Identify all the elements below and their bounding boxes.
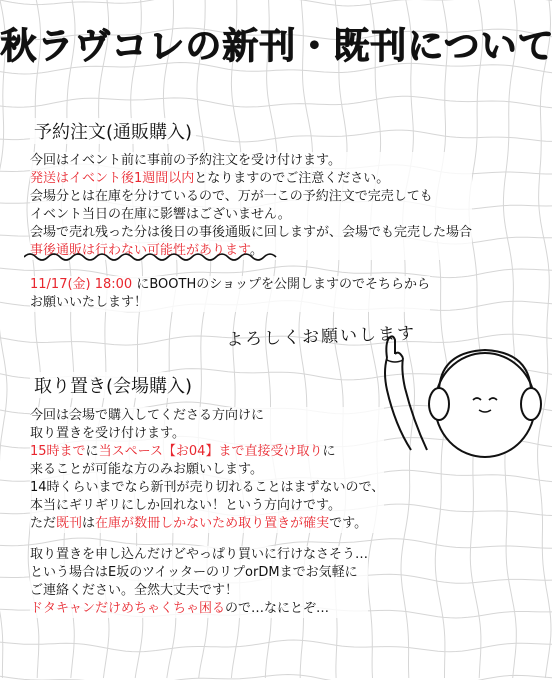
text: ので…なにとぞ…	[225, 601, 330, 616]
text-line	[30, 443, 384, 461]
text-line	[30, 188, 472, 206]
text-line	[30, 515, 384, 533]
grid-line	[0, 640, 552, 652]
text-line	[30, 407, 384, 425]
text-line	[30, 461, 384, 479]
pickup-location: 当スペース【お04】まで直接受け取り	[98, 444, 323, 459]
text-line	[30, 600, 368, 618]
text: という場合はE坂のツイッターのリプorDMまでお気軽に	[30, 565, 358, 580]
no-post-sale-warning: 事後通販は行わない可能性があります	[30, 243, 250, 258]
text: イベント当日の在庫に影響はございません。	[30, 207, 291, 222]
highlight: 数冊しかないため	[134, 516, 239, 531]
text: 本当にギリギリにしか回れない！という方向けです。	[30, 498, 341, 513]
section-heading-preorder: 予約注文(通販購入)	[30, 118, 196, 144]
waving-character-icon	[365, 330, 555, 465]
no-show-warning: ドタキャンだけめちゃくちゃ困る	[30, 601, 226, 616]
text-line	[30, 276, 430, 294]
highlight: 取り置きが	[238, 516, 304, 531]
text-line	[30, 224, 472, 242]
page-title: 秋ラヴコレの新刊・既刊について	[0, 26, 555, 67]
text-line	[30, 206, 472, 224]
text-line	[30, 294, 430, 312]
text: お願いいたします！	[30, 295, 148, 310]
grid-line	[0, 0, 552, 6]
highlight: 既刊	[56, 516, 83, 531]
text-line	[30, 425, 384, 443]
text: は	[82, 516, 96, 531]
text: 14時くらいまでなら新刊が売り切れることはまずないので、	[30, 480, 385, 495]
text: 取り置きを受け付けます。	[30, 426, 185, 441]
text: ただ	[30, 516, 57, 531]
grid-line	[0, 675, 552, 680]
text-line	[30, 170, 472, 188]
text-line	[30, 479, 384, 497]
text: にBOOTHのショップを公開しますのでそちらから	[132, 277, 430, 292]
text: 今回はイベント前に事前の予約注文を受け付けます。	[30, 153, 341, 168]
text-line	[30, 564, 368, 582]
text: 今回は会場で購入してくださる方向けに	[30, 408, 265, 423]
grid-line	[0, 96, 552, 107]
text: に	[85, 444, 99, 459]
highlight: 確実	[303, 516, 330, 531]
hold-paragraph	[30, 407, 384, 533]
text: 。	[249, 243, 263, 258]
shipping-notice: 発送はイベント後1週間以内	[30, 171, 195, 186]
text: です。	[329, 516, 368, 531]
preorder-paragraph	[30, 152, 472, 260]
text: 会場で売れ残った分は後日の事後通販に回しますが、会場でも完売した場合	[30, 225, 473, 240]
text-line	[30, 582, 368, 600]
text-line	[30, 497, 384, 515]
cancel-paragraph	[30, 546, 368, 618]
booth-open-datetime: 11/17(金) 18:00	[30, 277, 133, 292]
highlight: 在庫が	[95, 516, 135, 531]
text: となりますのでご注意ください。	[194, 171, 390, 186]
text-line	[30, 152, 472, 170]
text: 来ることが可能な方のみお願いします。	[30, 462, 263, 477]
text: に	[322, 444, 336, 459]
pickup-time: 15時まで	[30, 444, 86, 459]
section-heading-hold: 取り置き(会場購入)	[30, 372, 196, 398]
text: ご連絡ください。全然大丈夫です！	[30, 583, 239, 598]
text: 会場分とは在庫を分けているので、万が一この予約注文で完売しても	[30, 189, 433, 204]
handwritten-greeting: よろしくお願いします	[225, 323, 417, 351]
wavy-underline-icon	[24, 250, 284, 264]
text-line	[30, 546, 368, 564]
text: 取り置きを申し込んだけどやっぱり買いに行けなさそう…	[30, 547, 369, 562]
booth-paragraph	[30, 276, 430, 312]
